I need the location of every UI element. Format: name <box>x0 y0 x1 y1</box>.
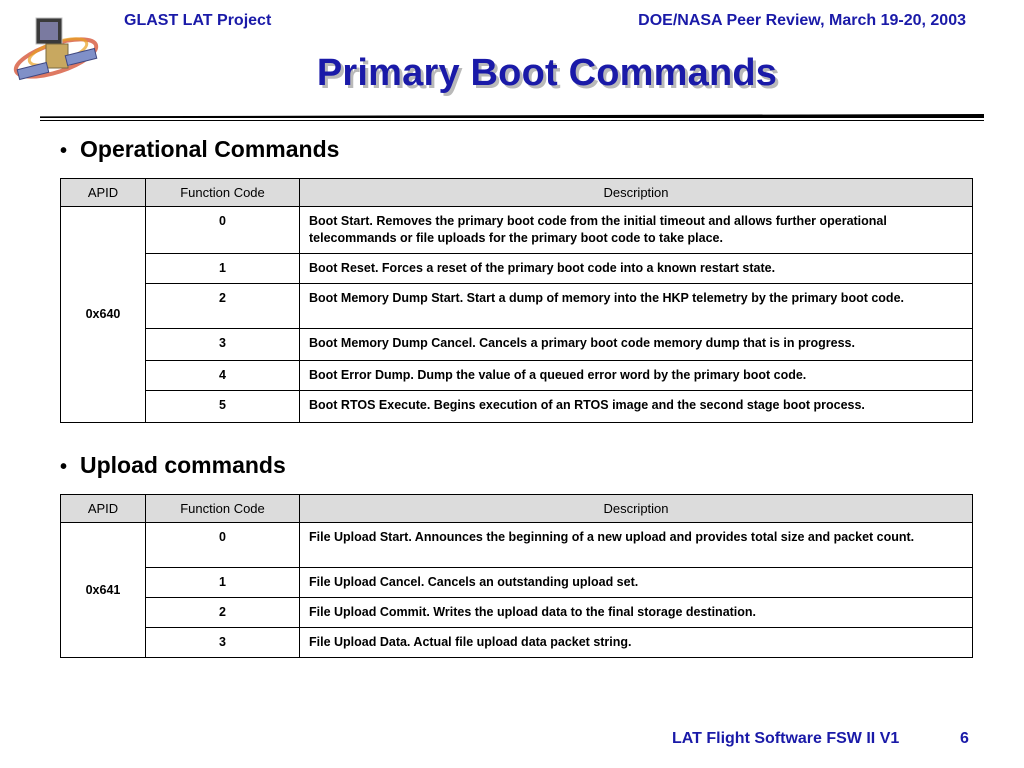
page-number: 6 <box>960 730 969 747</box>
description-cell: File Upload Commit. Writes the upload data to the final storage destination. <box>300 598 973 628</box>
title-rule-thin <box>40 120 984 121</box>
description-cell: File Upload Cancel. Cancels an outstanding upload set. <box>300 568 973 598</box>
function-code-cell: 0 <box>146 207 300 254</box>
table-row <box>61 329 973 361</box>
description-cell: Boot Reset. Forces a reset of the primary boot code into a known restart state. <box>300 254 973 284</box>
bullet-dot: • <box>60 140 68 162</box>
upload-heading <box>60 452 286 479</box>
review-label: DOE/NASA Peer Review, March 19-20, 2003 <box>638 12 966 29</box>
upload-commands-table <box>60 494 973 658</box>
footer-doc-label: LAT Flight Software FSW II V1 <box>672 730 900 747</box>
apid-cell: 0x641 <box>61 523 146 658</box>
col-description: Description <box>300 179 973 207</box>
description-cell: Boot RTOS Execute. Begins execution of an RTOS image and the second stage boot process. <box>300 391 973 423</box>
function-code-cell: 3 <box>146 628 300 658</box>
col-function-code: Function Code <box>146 495 300 523</box>
table-row <box>61 361 973 391</box>
bullet-dot: • <box>60 456 68 478</box>
description-cell: File Upload Data. Actual file upload data packet string. <box>300 628 973 658</box>
description-cell: Boot Memory Dump Start. Start a dump of memory into the HKP telemetry by the primary boot code. <box>300 284 973 329</box>
function-code-cell: 3 <box>146 329 300 361</box>
table-header-row <box>61 495 973 523</box>
table-row <box>61 628 973 658</box>
project-label: GLAST LAT Project <box>124 12 272 29</box>
col-apid: APID <box>61 179 146 207</box>
operational-heading-text: Operational Commands <box>80 136 340 162</box>
description-cell: Boot Start. Removes the primary boot code from the initial timeout and allows further operational telecommands or file uploads for the primary boot code to take place. <box>300 207 973 254</box>
table-header-row <box>61 179 973 207</box>
description-cell: Boot Memory Dump Cancel. Cancels a primary boot code memory dump that is in progress. <box>300 329 973 361</box>
table-row <box>61 391 973 423</box>
function-code-cell: 0 <box>146 523 300 568</box>
function-code-cell: 1 <box>146 568 300 598</box>
table-row <box>61 598 973 628</box>
function-code-cell: 2 <box>146 598 300 628</box>
table-row <box>61 284 973 329</box>
col-apid: APID <box>61 495 146 523</box>
col-description: Description <box>300 495 973 523</box>
table-row <box>61 523 973 568</box>
function-code-cell: 1 <box>146 254 300 284</box>
function-code-cell: 4 <box>146 361 300 391</box>
table-row <box>61 254 973 284</box>
description-cell: Boot Error Dump. Dump the value of a queued error word by the primary boot code. <box>300 361 973 391</box>
description-cell: File Upload Start. Announces the beginning of a new upload and provides total size and packet count. <box>300 523 973 568</box>
operational-heading <box>60 136 339 163</box>
table-row <box>61 568 973 598</box>
operational-commands-table <box>60 178 973 423</box>
slide-title: Primary Boot Commands <box>316 52 778 94</box>
function-code-cell: 5 <box>146 391 300 423</box>
table-row <box>61 207 973 254</box>
function-code-cell: 2 <box>146 284 300 329</box>
title-rule-thick <box>40 114 984 118</box>
col-function-code: Function Code <box>146 179 300 207</box>
apid-cell: 0x640 <box>61 207 146 423</box>
upload-heading-text: Upload commands <box>80 452 286 478</box>
